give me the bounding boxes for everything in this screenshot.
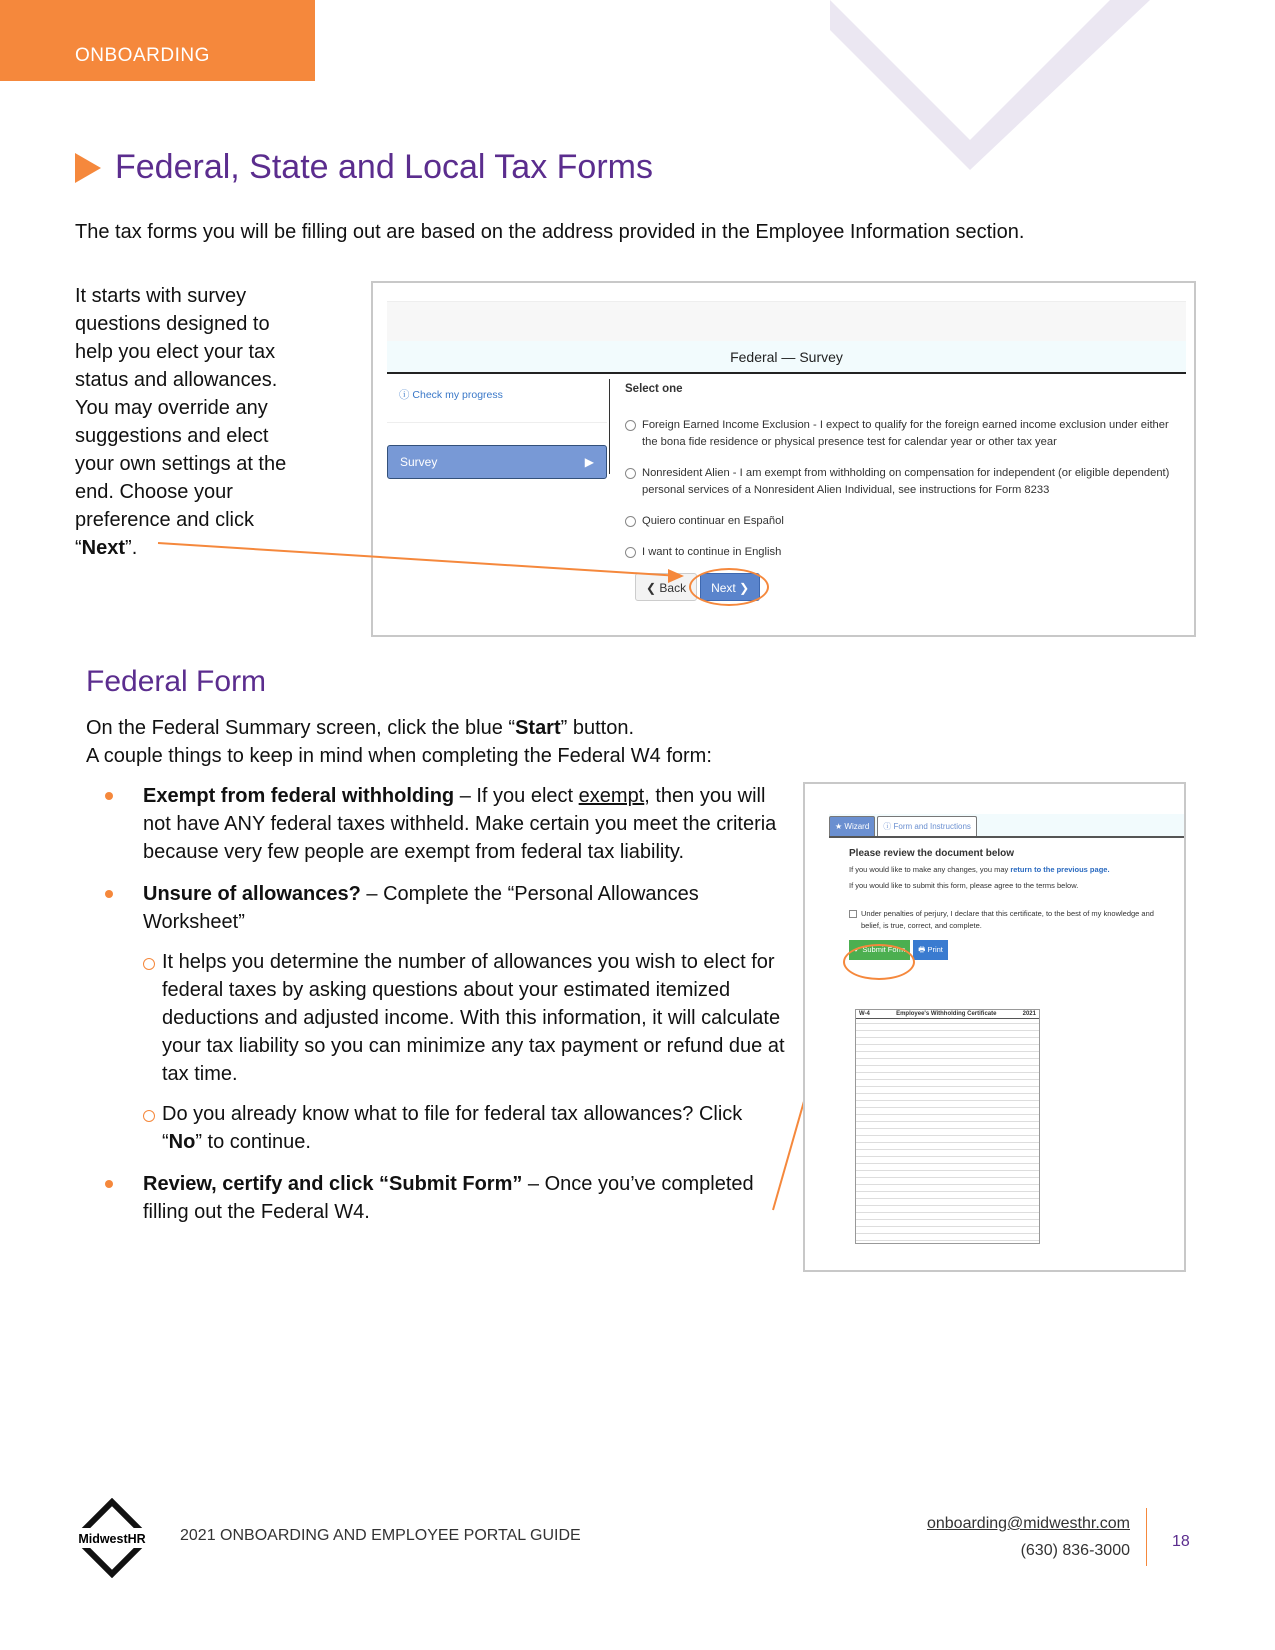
t: – Complete the “Personal Allowances Worksheet” [143, 883, 699, 933]
phone: (630) 836-3000 [1020, 1542, 1130, 1559]
nav-survey-label: Survey [400, 455, 438, 469]
select-one-label: Select one [625, 383, 683, 395]
checkbox[interactable] [849, 910, 857, 918]
t: Start [515, 717, 561, 739]
t3: ”. [125, 537, 138, 559]
footer-divider [1146, 1508, 1147, 1566]
page-number: 18 [1172, 1533, 1190, 1550]
sub-item: It helps you determine the number of allowances you wish to elect for federal taxes by asking questions about your estimated itemized deductions and adjusted income. With this information, it will calculate your tax liability so you can minimize any tax payment or refund due at tax time. [143, 948, 785, 1088]
t1: It starts with survey questions designed to help you elect your tax status and allowances. You may override any suggestions and elect your own settings at the end. Choose your preference and click “ [75, 285, 287, 559]
highlight-circle [843, 944, 915, 980]
t: , then you will not have ANY federal taxes withheld. Make certain you meet the criteria because very few people are exempt from federal tax liability. [143, 785, 777, 863]
title-text: Federal, State and Local Tax Forms [115, 148, 653, 186]
t: If you would like to make any changes, you may [849, 865, 1011, 874]
option-label: I want to continue in English [642, 546, 782, 558]
tab-form-instructions[interactable]: ⓘ Form and Instructions [877, 816, 977, 836]
back-button[interactable]: ❮ Back [635, 573, 697, 601]
t: Do you already know what to file for federal tax allowances? Click “ [162, 1103, 743, 1153]
review-line1 [849, 862, 1174, 878]
intro-text: The tax forms you will be filling out are based on the address provided in the Employee Information section. [75, 221, 1025, 243]
t2: Next [81, 537, 126, 559]
federal-line2: A couple things to keep in mind when completing the Federal W4 form: [86, 745, 712, 767]
check-progress-label: Check my progress [412, 389, 503, 401]
t: 2021 [1022, 1011, 1036, 1017]
svg-text:MidwestHR: MidwestHR [78, 1532, 146, 1546]
option-label: Foreign Earned Income Exclusion - I expect to qualify for the foreign earned income exclusion under either the bona fide residence or physical presence test for calendar year or other tax year [642, 419, 1169, 448]
submit-form-button[interactable]: ✔ Submit Form [849, 940, 910, 960]
next-button[interactable]: Next ❯ [700, 573, 760, 601]
print-button[interactable]: 🖶 Print [913, 940, 948, 960]
t: exempt [578, 785, 645, 807]
previous-page-link[interactable]: return to the previous page. [1010, 865, 1110, 874]
option-label: Nonresident Alien - I am exempt from withholding on compensation for independent (or eligible dependent) personal services of a Nonresident Alien Individual, see instructions for Form 8233 [642, 467, 1170, 496]
review-screenshot [803, 782, 1186, 1272]
t: Print [927, 945, 943, 954]
federal-heading: Federal Form [86, 665, 267, 698]
t: Review, certify and click “Submit Form” [143, 1173, 523, 1195]
t: – Once you’ve completed filling out the Federal W4. [143, 1173, 754, 1223]
t: No [168, 1131, 196, 1153]
w4-form-preview [855, 1009, 1040, 1244]
tips-list [105, 782, 785, 1240]
t: Exempt from federal withholding [143, 785, 455, 807]
review-heading: Please review the document below [849, 848, 1015, 859]
play-icon: ▶ [584, 455, 594, 469]
email-link[interactable]: onboarding@midwesthr.com [926, 1515, 1130, 1532]
list-item [105, 1170, 785, 1226]
federal-line1 [86, 714, 634, 742]
list-item [105, 880, 785, 1156]
survey-title: Federal — Survey [387, 341, 1186, 374]
guide-title: 2021 ONBOARDING AND EMPLOYEE PORTAL GUIDE [180, 1527, 581, 1544]
review-line2: If you would like to submit this form, please agree to the terms below. [849, 881, 1079, 890]
t: Under penalties of perjury, I declare that this certificate, to the best of my knowledge and belief, is true, correct, and complete. [861, 909, 1154, 930]
t: – If you elect [454, 785, 579, 807]
check-progress-link[interactable]: ⓘ Check my progress [387, 381, 607, 423]
next-label: Next [711, 581, 736, 595]
sub-item [143, 1100, 785, 1156]
list-item [105, 782, 785, 866]
tab-wizard[interactable]: ★ Wizard [829, 816, 875, 836]
back-label: Back [659, 581, 687, 595]
t: Form and Instructions [893, 822, 971, 831]
t: Employee's Withholding Certificate [896, 1011, 997, 1017]
perjury-checkbox[interactable] [849, 908, 1174, 932]
t: On the Federal Summary screen, click the blue “ [86, 717, 516, 739]
t: ” button. [560, 717, 635, 739]
option-label: Quiero continuar en Español [642, 515, 784, 527]
t: Unsure of allowances? [143, 883, 361, 905]
t: ” to continue. [195, 1131, 311, 1153]
midwesthr-logo [72, 1498, 152, 1578]
t: W-4 [859, 1011, 870, 1017]
section-tab: ONBOARDING [0, 0, 315, 81]
